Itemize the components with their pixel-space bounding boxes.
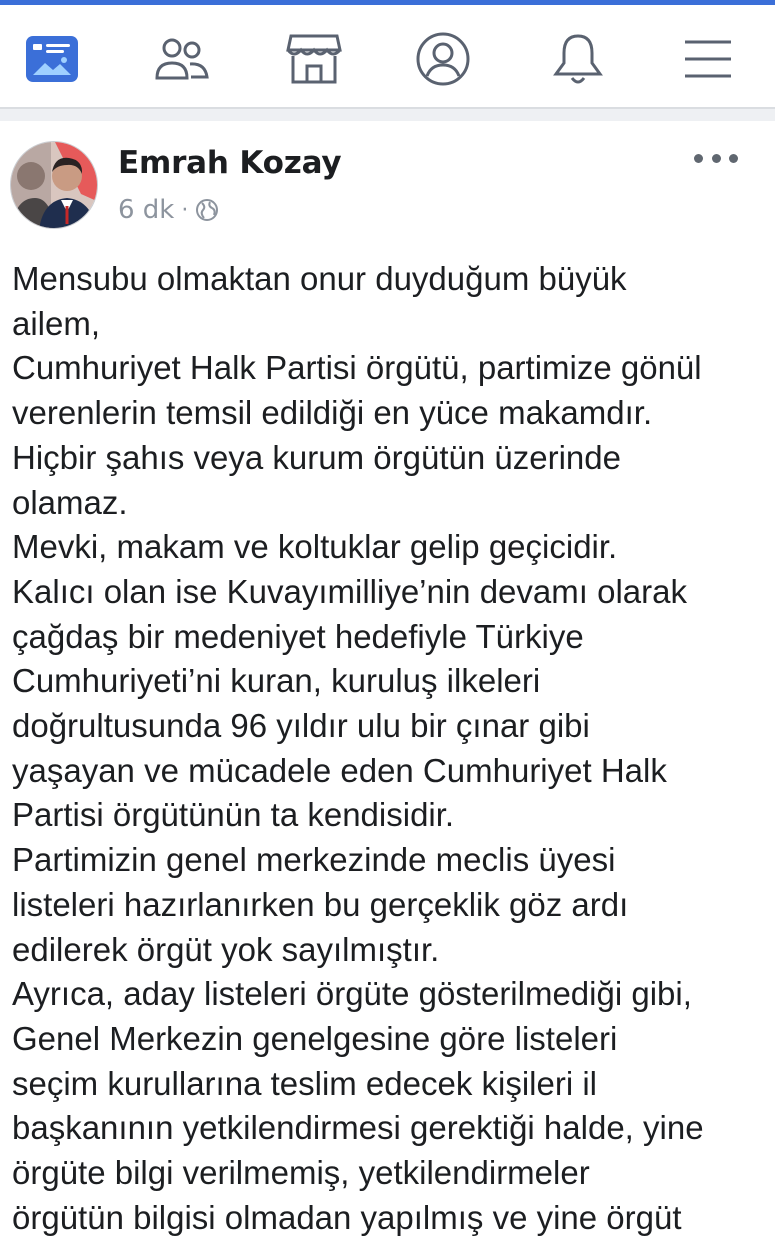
- hamburger-menu-icon: [683, 37, 733, 81]
- post-body-text: Mensubu olmaktan onur duyduğum büyük ailem, Cumhuriyet Halk Partisi örgütü, partimize gönül verenlerin temsil edildiği en yüce makamdır. Hiçbir şahıs veya kurum örgütün üzerinde olamaz. Mevki, makam ve koltuklar gelip geçicidir. Kalıcı olan ise Kuvayımilliye’nin devamı olarak çağdaş bir medeniyet hedefiyle Türkiye Cumhuriyeti’ni kuran, kuruluş ilkeleri doğrultusunda 96 yıldır ulu bir çınar gibi yaşayan ve mücadele eden Cumhuriyet Halk Partisi örgütünün ta kendisidir. Partimizin genel merkezinde meclis üyesi listeleri hazırlanırken bu gerçeklik göz ardı edilerek örgüt yok sayılmıştır. Ayrıca, aday listeleri örgüte gösterilmediği gibi, Genel Merkezin genelgesine göre listeleri seçim kurullarına teslim edecek kişileri il başkanının yetkilendirmesi gerektiği halde, yine örgüte bilgi verilmemiş, yetkilendirmeler örgütün bilgisi olmadan yapılmış ve yine örgüt: [12, 260, 704, 1236]
- feed-separator: [0, 109, 775, 121]
- avatar[interactable]: [10, 141, 98, 229]
- nav-friends[interactable]: [150, 27, 214, 91]
- globe-icon: [195, 198, 219, 222]
- marketplace-icon: [285, 32, 343, 86]
- bell-icon: [551, 31, 605, 87]
- nav-news-feed[interactable]: [20, 27, 84, 91]
- profile-icon: [415, 31, 471, 87]
- nav-profile[interactable]: [411, 27, 475, 91]
- feed-post: [0, 121, 775, 1240]
- post-author-name[interactable]: Emrah Kozay: [118, 145, 342, 181]
- post-timestamp[interactable]: 6 dk: [118, 195, 175, 225]
- nav-menu[interactable]: [676, 27, 740, 91]
- friends-icon: [152, 34, 212, 84]
- more-options-icon[interactable]: [694, 143, 738, 173]
- news-feed-icon: [24, 34, 80, 84]
- post-meta: [118, 193, 219, 227]
- top-navigation-bar: [0, 5, 775, 109]
- nav-marketplace[interactable]: [282, 27, 346, 91]
- meta-separator: ·: [181, 197, 189, 223]
- nav-notifications[interactable]: [546, 27, 610, 91]
